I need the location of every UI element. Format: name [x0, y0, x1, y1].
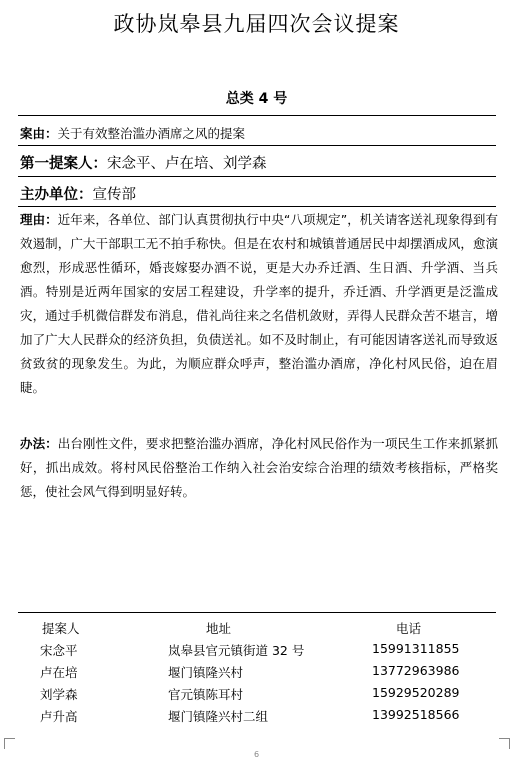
host-unit-row	[20, 183, 136, 204]
host-unit-label: 主办单位：	[20, 187, 93, 203]
case-label: 案由：	[20, 126, 58, 141]
row-phone: 13992518566	[372, 707, 460, 722]
page-corner-mark-right	[499, 738, 510, 749]
header-proposer: 提案人	[42, 621, 80, 636]
divider-top	[18, 115, 496, 116]
divider-unit	[18, 206, 496, 207]
first-proposer-value: 宋念平、卢在培、刘学森	[107, 156, 267, 172]
case-value: 关于有效整治滥办酒席之风的提案	[57, 126, 246, 141]
row-name: 刘学森	[40, 687, 78, 702]
category-number: 总类 4 号	[225, 91, 288, 107]
divider-case	[18, 145, 496, 146]
method-label: 办法：	[20, 436, 58, 451]
table-header-row	[20, 619, 498, 639]
row-name: 卢升高	[40, 709, 78, 724]
first-proposer-row	[20, 152, 267, 173]
first-proposer-label: 第一提案人：	[20, 156, 107, 172]
host-unit-value: 宣传部	[92, 187, 136, 203]
row-name: 卢在培	[40, 665, 78, 680]
reason-label: 理由：	[20, 212, 58, 227]
row-phone: 13772963986	[372, 663, 460, 678]
divider-table-top	[18, 612, 496, 613]
header-phone: 电话	[396, 621, 422, 636]
method-text: 出台刚性文件，要求把整治滥办酒席，净化村风民俗作为一项民生工作来抓紧抓好，抓出成效。将村风民俗整治工作纳入社会治安综合治理的绩效考核指标，严格奖惩，使社会风气得到明显好转。	[20, 436, 498, 499]
row-phone: 15991311855	[372, 641, 460, 656]
method-paragraph	[20, 432, 498, 504]
row-address: 堰门镇隆兴村	[168, 665, 244, 680]
document-title: 政协岚皋县九届四次会议提案	[113, 12, 400, 36]
table-row	[20, 685, 498, 705]
row-address: 堰门镇隆兴村二组	[168, 709, 269, 724]
reason-paragraph	[20, 208, 498, 400]
page-corner-mark-left	[4, 738, 15, 749]
row-address: 岚皋县官元镇街道 32 号	[168, 643, 305, 658]
divider-proposer	[18, 176, 496, 177]
reason-text: 近年来，各单位、部门认真贯彻执行中央“八项规定”，机关请客送礼现象得到有效遏制，广大干部职工无不拍手称快。但是在农村和城镇普通居民中却摆酒成风，愈演愈烈，形成恶性循环，婚丧嫁娶办酒不说，更是大办乔迁酒、生日酒、升学酒、当兵酒。特别是近两年国家的安居工程建设，升学率的提升，乔迁酒、升学酒更是泛滥成灾，通过手机微信群发布消息，借礼尚往来之名借机敛财，弄得人民群众苦不堪言，增加了广大人民群众的经济负担，负债送礼。如不及时制止，有可能因请客送礼而导致返贫致贫的现象发生。为此，为顺应群众呼声，整治滥办酒席，净化村风民俗，迫在眉睫。	[20, 212, 498, 395]
page-number: 6	[253, 750, 260, 759]
table-row	[20, 663, 498, 683]
header-address: 地址	[206, 621, 232, 636]
table-row	[20, 707, 498, 727]
row-name: 宋念平	[40, 643, 78, 658]
row-address: 官元镇陈耳村	[168, 687, 244, 702]
table-row	[20, 641, 498, 661]
case-row	[20, 124, 245, 142]
row-phone: 15929520289	[372, 685, 460, 700]
